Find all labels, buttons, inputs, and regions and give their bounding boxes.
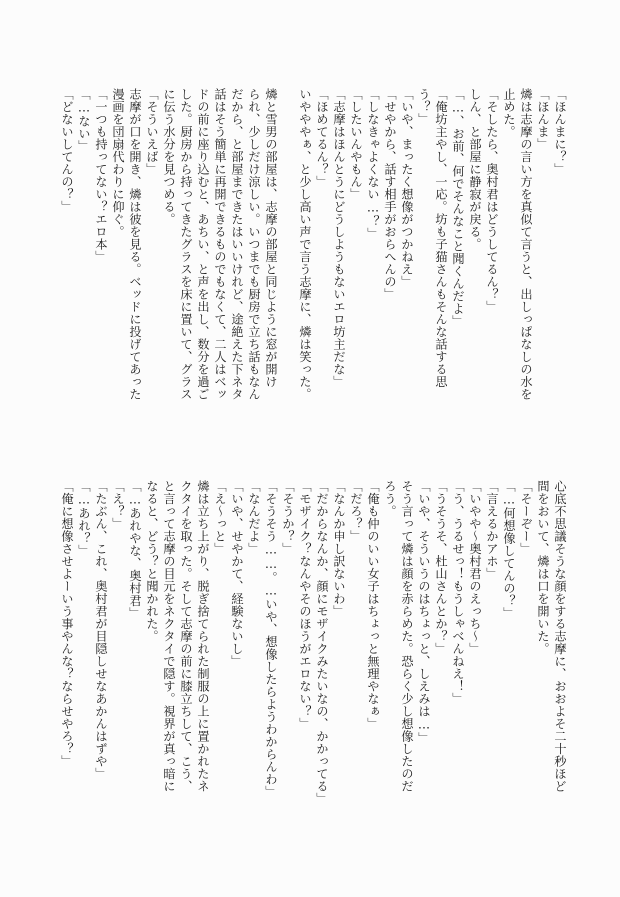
text-line: 「せやから、話す相手がおらへんの」 (383, 88, 397, 301)
text-line: 「え？」 (111, 480, 125, 530)
text-line: した。厨房から持ってきたグラスを床に置いて、グラス (179, 88, 193, 401)
text-line: なると、どう？と聞かれた。 (145, 480, 159, 643)
upper-text-block (58, 88, 568, 418)
text-line: 「…何想像してんの？」 (502, 480, 516, 620)
text-line: 「なんだよ」 (247, 480, 261, 555)
text-line: 「そうか？」 (281, 480, 295, 555)
text-line: 「う、うるせっ！もうしゃべんねえ！」 (451, 480, 465, 705)
text-line: 「え〜っと」 (213, 480, 227, 555)
text-line: 「したいんやもん」 (349, 88, 363, 201)
text-line: 「…、お前、何でそんなこと聞くんだよ」 (451, 88, 465, 328)
text-line: 「しなきゃよくない…？」 (366, 88, 380, 240)
text-line: 「いや、せやかて、経験ないし」 (230, 480, 244, 668)
text-line: 止めた。 (502, 88, 516, 138)
text-line: 「一つも持ってない？エロ本」 (94, 88, 108, 263)
text-line: だから、と部屋まできたはいいけれど、途絶えた下ネタ (230, 88, 244, 401)
text-line: 「そーぞー」 (519, 480, 533, 555)
text-line: 「…あれやな、奥村君」 (128, 480, 142, 620)
text-line: 心底不思議そうな顔をする志摩に、おおよそ二十秒ほど (553, 480, 567, 793)
text-line: 「いや、そういうのはちょっと、しえみは…」 (417, 480, 431, 745)
text-line: 「うそうそ、杜山さんとか？」 (434, 480, 448, 655)
text-line: 「そういえば」 (145, 88, 159, 176)
text-line: 「俺も仲のいい女子はちょっと無理やなぁ」 (366, 480, 380, 730)
text-line: 「たぶん、これ、奥村君が目隠しせなあかんはずや」 (94, 480, 108, 780)
text-line: 志摩が口を開き、燐は彼を見る。ベッドに投げてあった (128, 88, 142, 401)
text-line: クタイを取った。そして志摩の前に膝立ちして、こう、 (179, 480, 193, 793)
text-line: 「どないしてんの？」 (60, 88, 74, 213)
text-line: 話はそう簡単に再開できるものでもなくて、二人はベッ (213, 88, 227, 401)
lower-text-block (58, 480, 568, 810)
text-line: 「志摩はほんとうにどうしようもないエロ坊主だな」 (332, 88, 346, 388)
text-line: 「言えるかアホ」 (485, 480, 499, 580)
text-line: 燐は立ち上がり、脱ぎ捨てられた制服の上に置かれたネ (196, 480, 210, 793)
text-line: 燐と雪男の部屋は、志摩の部屋と同じように窓が開け (264, 88, 278, 388)
text-line: に伝う水分を見つめる。 (162, 88, 176, 226)
text-line: 漫画を団扇代わりに仰ぐ。 (111, 88, 125, 238)
text-line: ドの前に座り込むと、あちい、と声を出し、数分を過ご (196, 88, 210, 401)
text-line: しん、と部屋に静寂が戻る。 (468, 88, 482, 251)
text-line: 「モザイク？なんやそのほうがエロない？」 (298, 480, 312, 730)
text-line: 「…ない」 (77, 88, 91, 153)
text-line: 「だろ？」 (349, 480, 363, 543)
text-line: 「そうそう……。…いや、想像したらようわからんわ」 (264, 480, 278, 798)
text-line: いやややぁ、と少し高い声で言う志摩に、燐は笑った。 (298, 88, 312, 401)
text-line: 「そしたら、奥村君はどうしてるん？」 (485, 88, 499, 313)
text-line: 「ほんま」 (536, 88, 550, 151)
text-line: られ、少しだけ涼しい。いつまでも厨房で立ち話もなん (247, 88, 261, 401)
text-line: 「だからなんか、顔にモザイクみたいなの、かかってる」 (315, 480, 329, 805)
text-line: 「ほめてるん？」 (315, 88, 329, 188)
text-line: 「なんか申し訳ないわ」 (332, 480, 346, 618)
text-line: 「…あれ？」 (77, 480, 91, 557)
text-line: ろう。 (383, 480, 397, 518)
text-line (279, 88, 296, 418)
text-line: 間をおいて、燐は口を開いた。 (536, 480, 550, 655)
text-line: 「俺に想像させよーいう事やんな？ならせやろ？」 (60, 480, 74, 768)
text-line: と言って志摩の目元をネクタイで隠す。視界が真っ暗に (162, 480, 176, 793)
text-line: 「俺坊主やし、一応。坊も子猫さんもそんな話する思 (434, 88, 448, 388)
text-line: そう言って燐は顔を赤らめた。恐らく少し想像したのだ (400, 480, 414, 793)
text-line: う？」 (417, 88, 431, 126)
text-line: 「ほんまに？」 (553, 88, 567, 176)
text-line: 燐は志摩の言い方を真似て言うと、出しっぱなしの水を (519, 88, 533, 401)
text-line: 「いやや〜奥村君のえっち〜」 (468, 480, 482, 655)
text-line: 「いや、まったく想像がつかねえ」 (400, 88, 414, 288)
